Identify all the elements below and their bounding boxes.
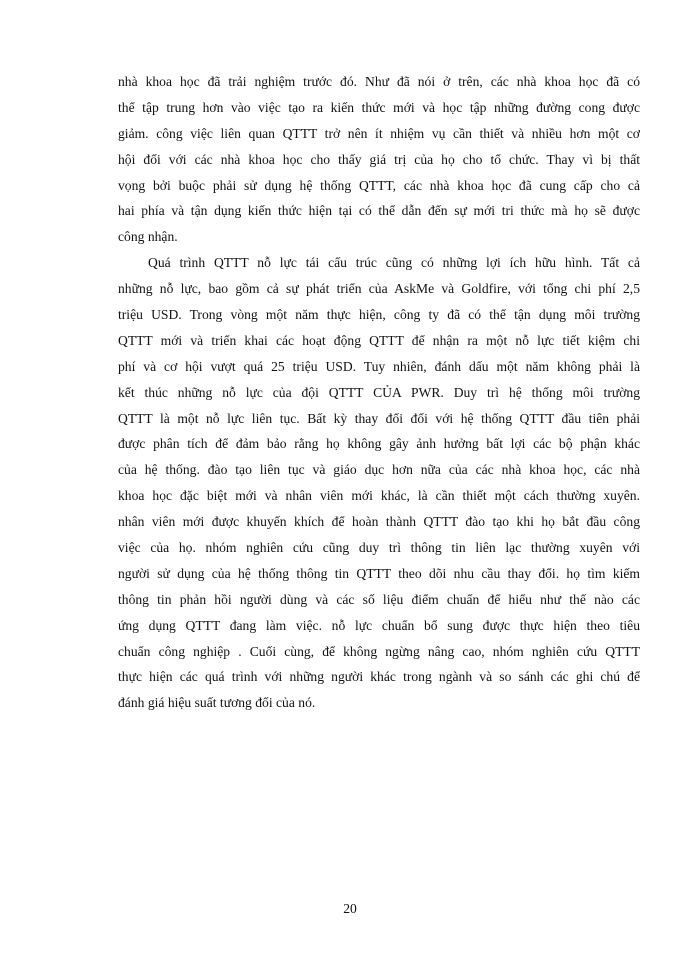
text-line: chuẩn công nghiệp . Cuối cùng, để không ngừng nâng cao, nhóm nghiên cứu QTTT <box>118 643 640 659</box>
text-line: nhà khoa học đã trải nghiệm trước đó. Như đã nói ở trên, các nhà khoa học đã có <box>118 74 640 89</box>
text-line: công nhận. <box>118 229 178 245</box>
text-line: người sử dụng của hệ thống thông tin QTTT theo dõi nhu cầu thay đổi. họ tìm kiếm <box>118 565 640 581</box>
text-line: thực hiện các quá trình với những người khác trong ngành và so sánh các ghi chú để <box>118 669 640 685</box>
text-line: khoa học đặc biệt mới và nhân viên mới khác, là cần thiết một cách thường xuyên. <box>118 488 640 504</box>
text-line: đánh giá hiệu suất tương đối của nó. <box>118 695 316 711</box>
page-number: 20 <box>343 901 357 916</box>
text-line: triệu USD. Trong vòng một năm thực hiện, công ty đã có thể tận dụng môi trường <box>118 307 640 323</box>
text-line: Quá trình QTTT nỗ lực tái cấu trúc cũng có những lợi ích hữu hình. Tất cả <box>148 255 640 271</box>
text-line: thông tin phản hồi người dùng và các số liệu điểm chuẩn để hiểu như thế nào các <box>118 591 640 607</box>
text-line: của hệ thống. đào tạo liên tục và giáo dục hơn nữa của các nhà khoa học, các nhà <box>118 462 640 478</box>
text-line: được phân tích để đảm bảo rằng họ không gây ảnh hưởng bất lợi các bộ phận khác <box>118 436 640 452</box>
text-line: thể tập trung hơn vào việc tạo ra kiến thức mới và học tập những đường cong được <box>118 99 640 115</box>
text-line: phí và cơ hội vượt quá 25 triệu USD. Tuy nhiên, đánh dấu một năm không phải là <box>118 358 640 374</box>
text-line: hai phía và tận dụng kiến thức hiện tại có thể dẫn đến sự mới tri thức mà họ sẽ được <box>118 203 640 219</box>
text-line: nhân viên mới được khuyến khích để hoàn thành QTTT đào tạo khi họ bắt đầu công <box>118 514 640 530</box>
text-line: những nỗ lực, bao gồm cả sự phát triển của AskMe và Goldfire, với tổng chi phí 2,5 <box>118 281 640 297</box>
text-line: hội đối với các nhà khoa học cho thấy giá trị của họ cho tổ chức. Thay vì bị thất <box>118 151 640 167</box>
text-line: QTTT mới và triển khai các hoạt động QTTT để nhận ra một nỗ lực tiết kiệm chi <box>118 332 640 348</box>
text-line: việc của họ. nhóm nghiên cứu cũng duy trì thông tin liên lạc thường xuyên với <box>118 540 640 556</box>
body-text <box>118 69 640 716</box>
text-line: QTTT là một nỗ lực liên tục. Bất kỳ thay đổi đối với hệ thống QTTT đầu tiên phải <box>118 410 640 426</box>
text-line: vọng bởi buộc phải sử dụng hệ thống QTTT, các nhà khoa học đã cung cấp cho cả <box>118 177 640 193</box>
text-line: giảm. công việc liên quan QTTT trở nên ít nhiệm vụ cần thiết và nhiều hơn một cơ <box>118 125 640 141</box>
text-line: ứng dụng QTTT đang làm việc. nỗ lực chuẩn bổ sung được thực hiện theo tiêu <box>118 617 640 633</box>
text-line: kết thúc những nỗ lực của đội QTTT CỦA PWR. Duy trì hệ thống môi trường <box>118 384 640 400</box>
